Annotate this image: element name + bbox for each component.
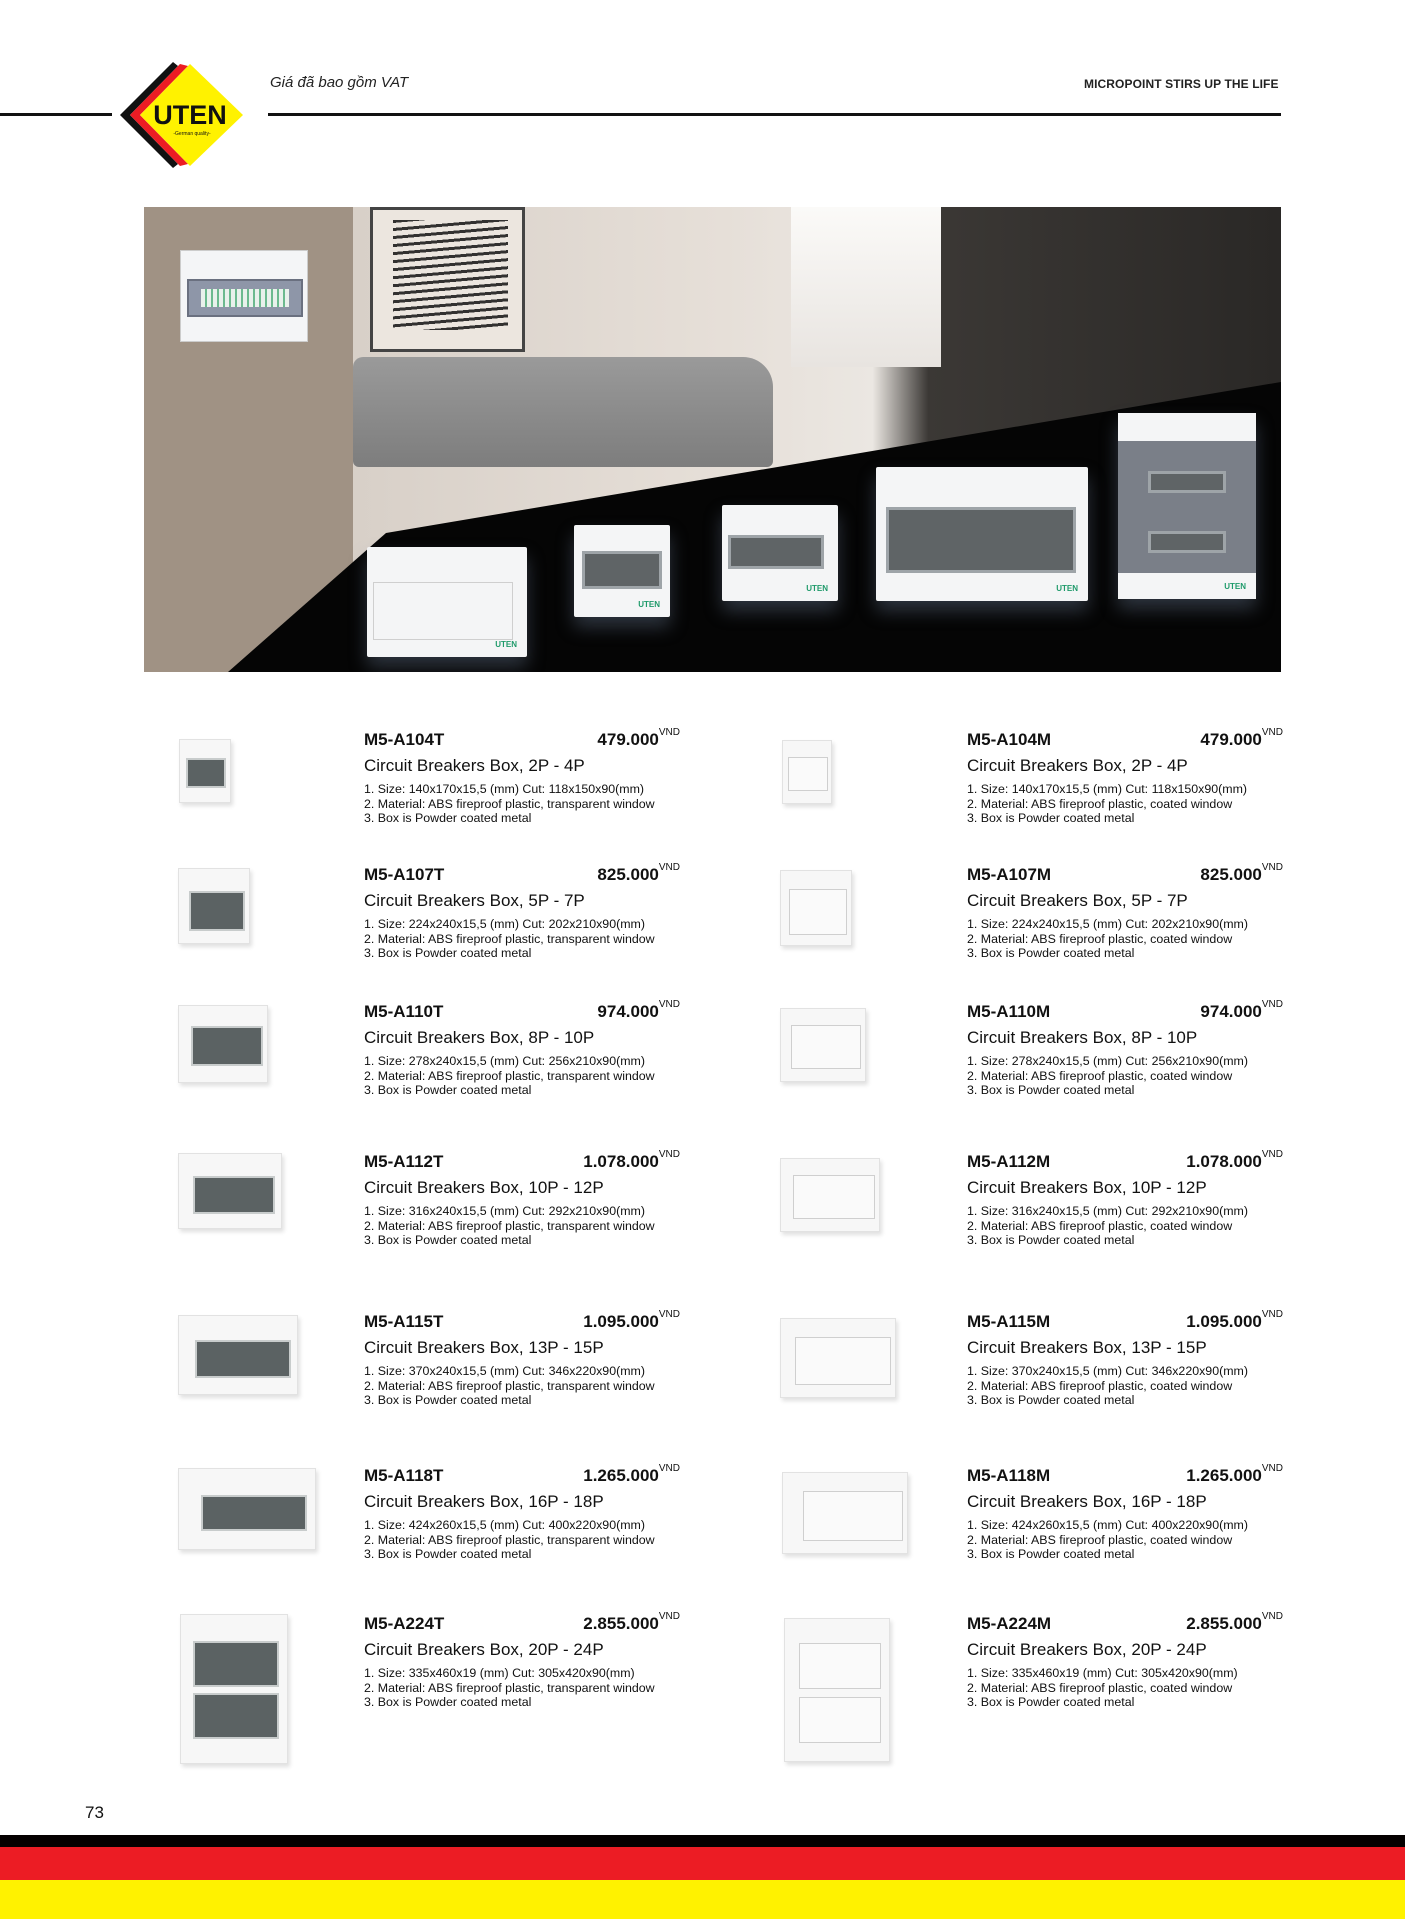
thumb-m5-a104t [179, 739, 231, 803]
product-specs: 1. Size: 278x240x15,5 (mm) Cut: 256x210x90(mm) 2. Material: ABS fireproof plastic, coated window 3. Box is Powder coated metal [967, 1054, 1248, 1098]
product-title: Circuit Breakers Box, 10P - 12P [364, 1178, 604, 1197]
hero-box-medium: UTEN [722, 505, 838, 601]
product-title: Circuit Breakers Box, 10P - 12P [967, 1178, 1207, 1197]
hero-box-small: UTEN [574, 525, 670, 617]
product-code: M5-A104T [364, 730, 445, 749]
product-code: M5-A224M [967, 1614, 1052, 1633]
uten-logo [118, 60, 253, 170]
product-price: $1.265.000^{VND}$ [583, 1463, 680, 1485]
product-code: M5-A118M [967, 1466, 1051, 1485]
product-price: $974.000^{VND}$ [1200, 999, 1283, 1021]
thumb-m5-a110m [780, 1008, 866, 1082]
product-specs: 1. Size: 424x260x15,5 (mm) Cut: 400x220x90(mm) 2. Material: ABS fireproof plastic, transparent window 3. Box is Powder coated metal [364, 1518, 655, 1562]
product-price: $2.855.000^{VND}$ [1186, 1611, 1283, 1633]
product-code: M5-A104M [967, 730, 1052, 749]
product-specs: 1. Size: 370x240x15,5 (mm) Cut: 346x220x90(mm) 2. Material: ABS fireproof plastic, transparent window 3. Box is Powder coated metal [364, 1364, 655, 1408]
product-specs: 1. Size: 140x170x15,5 (mm) Cut: 118x150x90(mm) 2. Material: ABS fireproof plastic, transparent window 3. Box is Powder coated metal [364, 782, 655, 826]
product-code: M5-A107M [967, 865, 1052, 884]
vat-note: Giá đã bao gồm VAT [270, 74, 409, 91]
product-specs: 1. Size: 424x260x15,5 (mm) Cut: 400x220x90(mm) 2. Material: ABS fireproof plastic, coated window 3. Box is Powder coated metal [967, 1518, 1248, 1562]
product-specs: 1. Size: 224x240x15,5 (mm) Cut: 202x210x90(mm) 2. Material: ABS fireproof plastic, transparent window 3. Box is Powder coated metal [364, 917, 655, 961]
product-title: Circuit Breakers Box, 5P - 7P [364, 891, 585, 910]
product-specs: 1. Size: 224x240x15,5 (mm) Cut: 202x210x90(mm) 2. Material: ABS fireproof plastic, coated window 3. Box is Powder coated metal [967, 917, 1248, 961]
product-title: Circuit Breakers Box, 20P - 24P [967, 1640, 1207, 1659]
hero-box-double: UTEN [1118, 413, 1256, 599]
thumb-m5-a224t [180, 1614, 288, 1764]
product-specs: 1. Size: 140x170x15,5 (mm) Cut: 118x150x90(mm) 2. Material: ABS fireproof plastic, coated window 3. Box is Powder coated metal [967, 782, 1248, 826]
product-price: $1.095.000^{VND}$ [583, 1309, 680, 1331]
footer-stripe-black [0, 1835, 1405, 1847]
product-code: M5-A112T [364, 1152, 444, 1171]
product-code: M5-A112M [967, 1152, 1051, 1171]
product-code: M5-A110T [364, 1002, 444, 1021]
product-title: Circuit Breakers Box, 2P - 4P [364, 756, 585, 775]
product-code: M5-A107T [364, 865, 445, 884]
thumb-m5-a224m [784, 1618, 890, 1762]
product-title: Circuit Breakers Box, 13P - 15P [967, 1338, 1207, 1357]
product-price: $1.095.000^{VND}$ [1186, 1309, 1283, 1331]
product-price: $479.000^{VND}$ [597, 727, 680, 749]
hero-box-large: UTEN [876, 467, 1088, 601]
logo-tagline: -German quality- [173, 131, 211, 137]
product-title: Circuit Breakers Box, 2P - 4P [967, 756, 1188, 775]
product-code: M5-A224T [364, 1614, 445, 1633]
header-rule-right [268, 113, 1281, 116]
product-title: Circuit Breakers Box, 8P - 10P [967, 1028, 1198, 1047]
wall-painting [370, 207, 525, 352]
product-price: $825.000^{VND}$ [597, 862, 680, 884]
thumb-m5-a110t [178, 1005, 268, 1083]
product-code: M5-A115M [967, 1312, 1051, 1331]
sofa [353, 357, 773, 467]
logo-wordmark: UTEN [153, 100, 227, 130]
thumb-m5-a118t [178, 1468, 316, 1550]
product-title: Circuit Breakers Box, 16P - 18P [967, 1492, 1207, 1511]
header-rule-left [0, 113, 112, 116]
product-price: $974.000^{VND}$ [597, 999, 680, 1021]
product-price: $1.078.000^{VND}$ [583, 1149, 680, 1171]
product-title: Circuit Breakers Box, 20P - 24P [364, 1640, 604, 1659]
product-specs: 1. Size: 316x240x15,5 (mm) Cut: 292x210x90(mm) 2. Material: ABS fireproof plastic, coated window 3. Box is Powder coated metal [967, 1204, 1248, 1248]
product-price: $479.000^{VND}$ [1200, 727, 1283, 749]
footer-stripe-red [0, 1847, 1405, 1880]
thumb-m5-a107t [178, 868, 250, 944]
hero-banner [144, 207, 1281, 672]
thumb-m5-a115m [780, 1318, 896, 1398]
product-price: $2.855.000^{VND}$ [583, 1611, 680, 1633]
thumb-m5-a112m [780, 1158, 880, 1232]
product-specs: 1. Size: 370x240x15,5 (mm) Cut: 346x220x90(mm) 2. Material: ABS fireproof plastic, coated window 3. Box is Powder coated metal [967, 1364, 1248, 1408]
product-title: Circuit Breakers Box, 8P - 10P [364, 1028, 595, 1047]
product-title: Circuit Breakers Box, 16P - 18P [364, 1492, 604, 1511]
hero-box-cover: UTEN [367, 547, 527, 657]
product-price: $825.000^{VND}$ [1200, 862, 1283, 884]
thumb-m5-a118m [782, 1472, 908, 1554]
thumb-m5-a104m [782, 740, 832, 804]
thumb-m5-a112t [178, 1153, 282, 1229]
product-title: Circuit Breakers Box, 5P - 7P [967, 891, 1188, 910]
product-code: M5-A110M [967, 1002, 1051, 1021]
product-specs: 1. Size: 278x240x15,5 (mm) Cut: 256x210x90(mm) 2. Material: ABS fireproof plastic, transparent window 3. Box is Powder coated metal [364, 1054, 655, 1098]
window [791, 207, 941, 367]
footer-stripe-yellow [0, 1880, 1405, 1919]
product-specs: 1. Size: 335x460x19 (mm) Cut: 305x420x90(mm) 2. Material: ABS fireproof plastic, coated window 3. Box is Powder coated metal [967, 1666, 1238, 1710]
product-specs: 1. Size: 335x460x19 (mm) Cut: 305x420x90(mm) 2. Material: ABS fireproof plastic, transparent window 3. Box is Powder coated metal [364, 1666, 655, 1710]
product-code: M5-A118T [364, 1466, 444, 1485]
thumb-m5-a107m [780, 870, 852, 946]
product-price: $1.265.000^{VND}$ [1186, 1463, 1283, 1485]
thumb-m5-a115t [178, 1315, 298, 1395]
wall-mounted-breaker-box [180, 250, 308, 342]
product-code: M5-A115T [364, 1312, 444, 1331]
product-specs: 1. Size: 316x240x15,5 (mm) Cut: 292x210x90(mm) 2. Material: ABS fireproof plastic, transparent window 3. Box is Powder coated metal [364, 1204, 655, 1248]
product-title: Circuit Breakers Box, 13P - 15P [364, 1338, 604, 1357]
slogan: MICROPOINT STIRS UP THE LIFE [1084, 77, 1279, 91]
page-number: 73 [85, 1803, 104, 1822]
product-price: $1.078.000^{VND}$ [1186, 1149, 1283, 1171]
